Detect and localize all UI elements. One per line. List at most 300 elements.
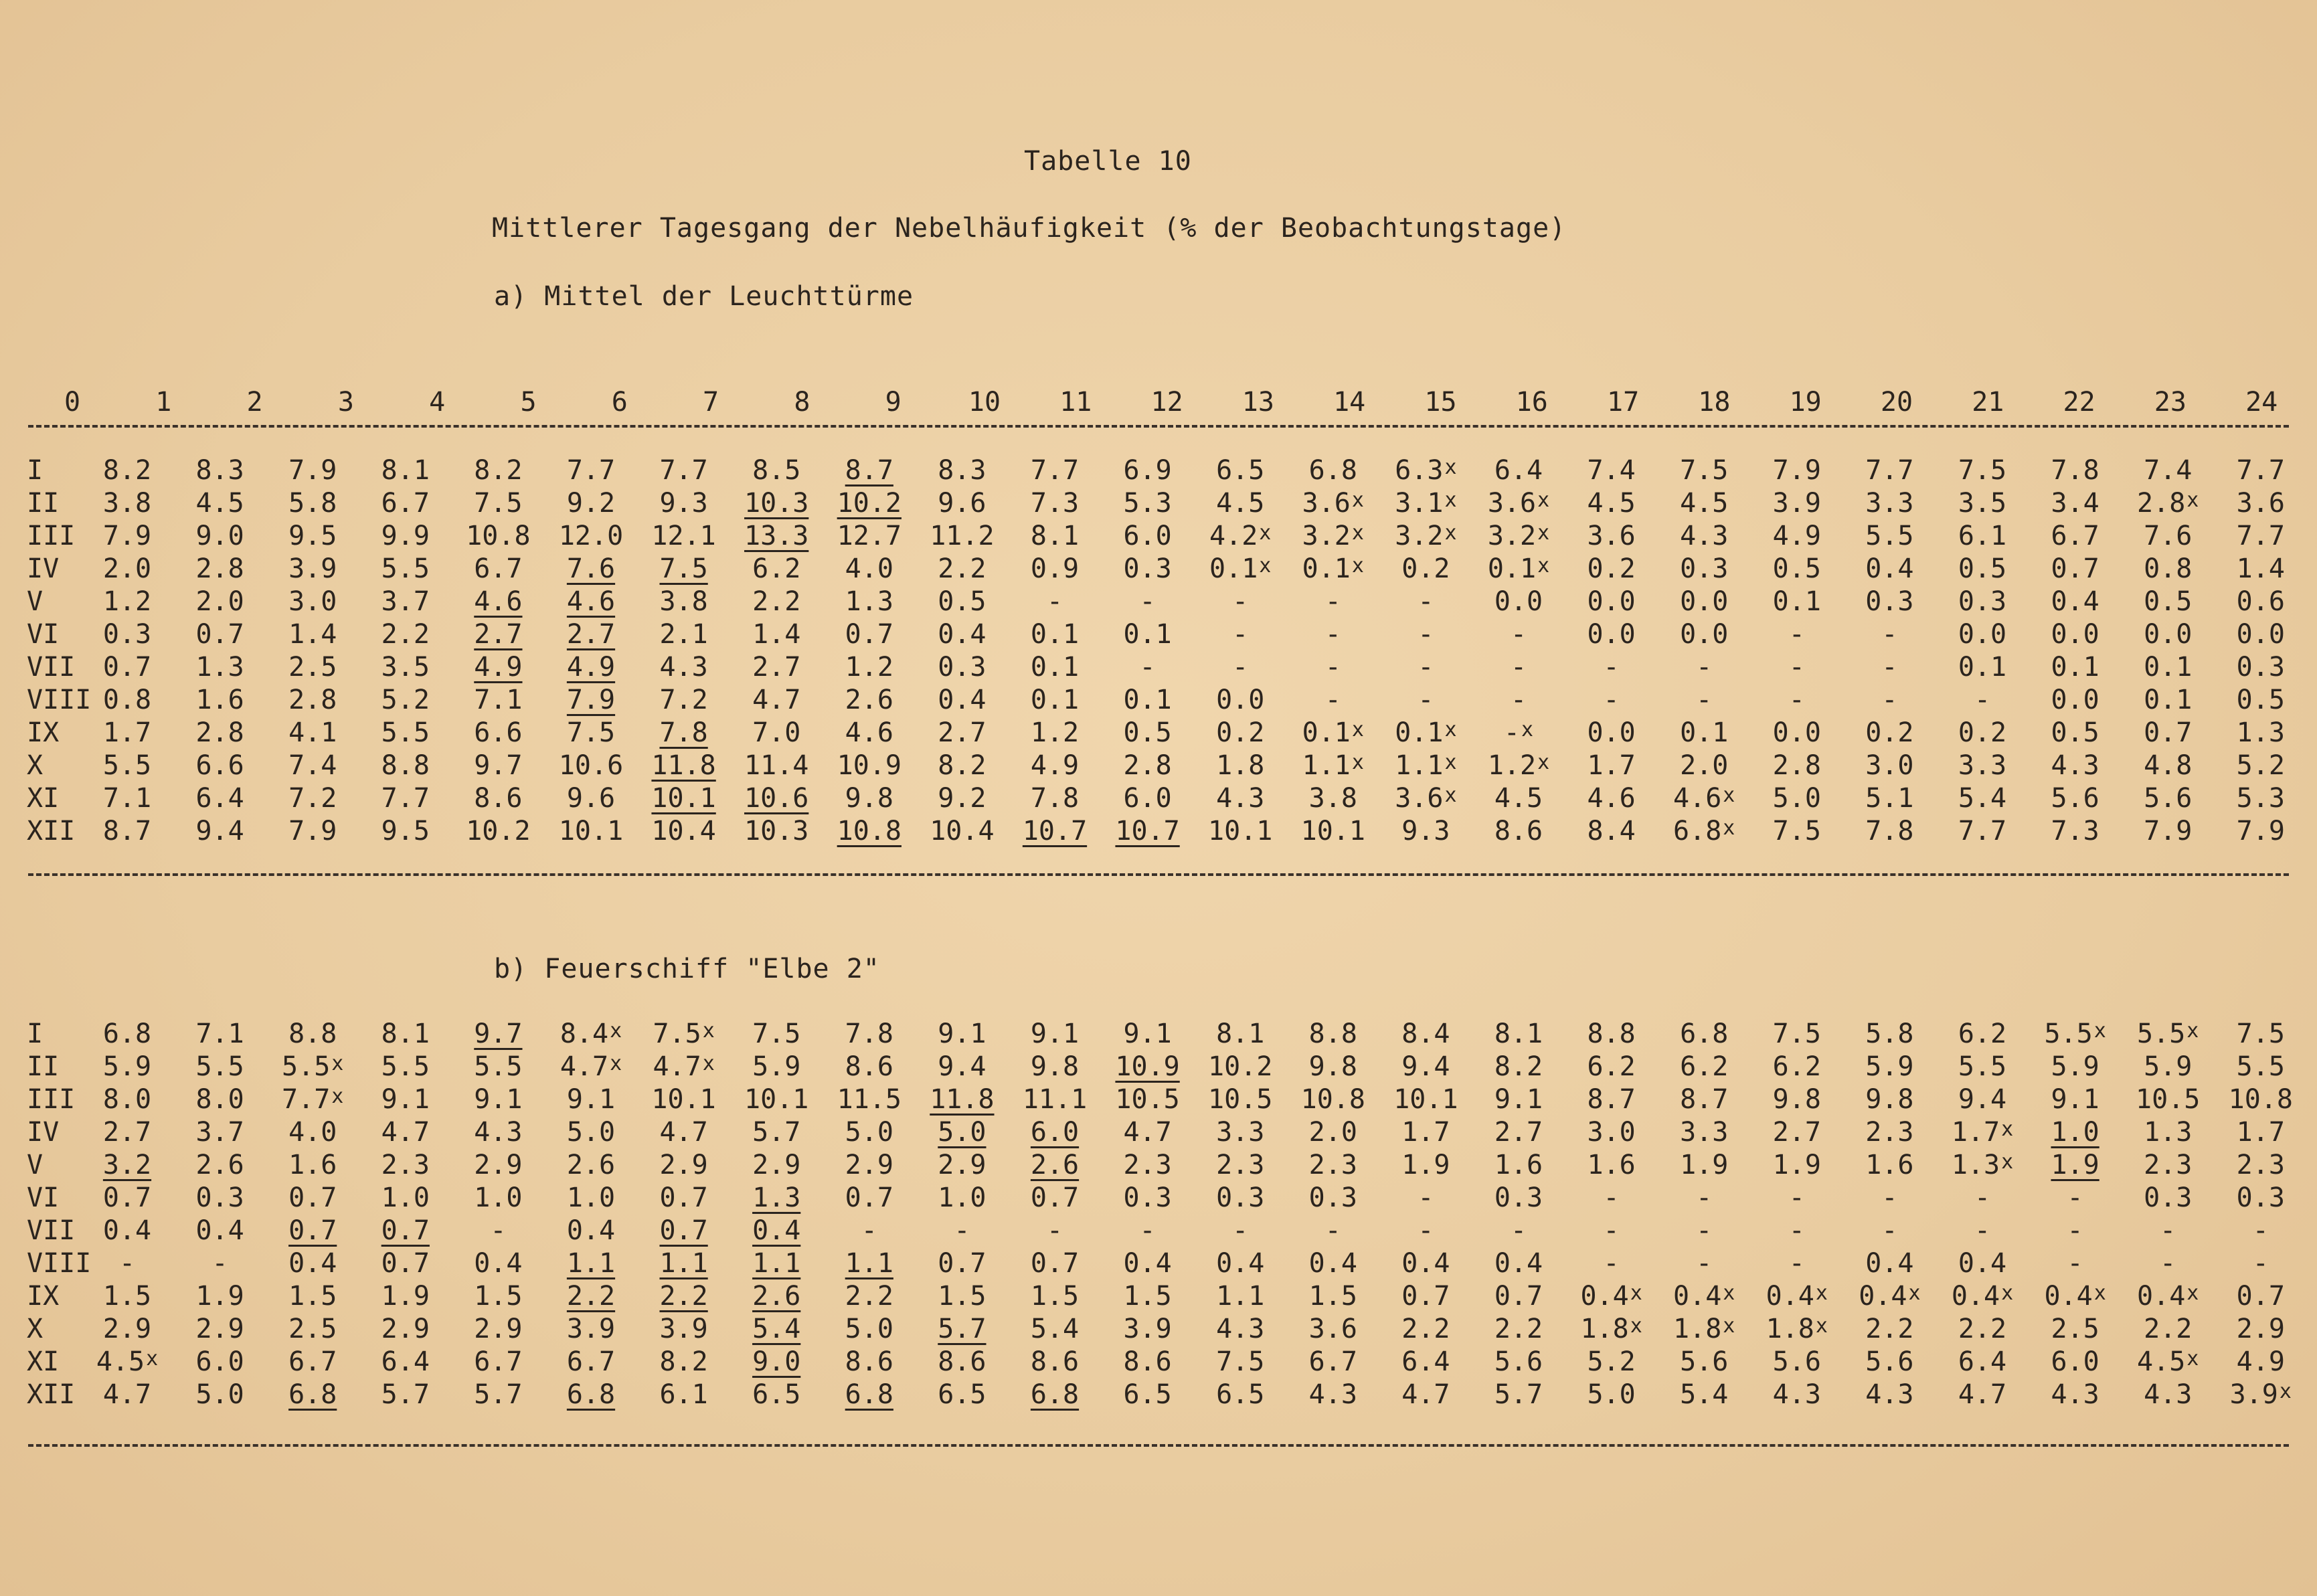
- table-cell: 5.5: [1958, 1051, 2007, 1082]
- marker-x: x: [610, 1019, 622, 1043]
- table-cell: 7.7: [659, 455, 708, 486]
- table-cell: 0.4: [938, 685, 986, 715]
- table-cell: 6.4: [381, 1346, 430, 1377]
- table-cell: 3.9: [659, 1314, 708, 1344]
- table-cell: 8.6: [1123, 1346, 1172, 1377]
- hour-label: 15: [1424, 387, 1457, 418]
- table-cell: 4.0: [288, 1117, 337, 1148]
- table-cell: 2.9: [474, 1150, 523, 1180]
- table-cell: 6.8: [1680, 1018, 1729, 1049]
- table-cell: 0.4: [102, 1215, 152, 1246]
- hour-label: 6: [611, 387, 628, 418]
- table-cell: 1.9: [1772, 1150, 1821, 1180]
- table-cell: 8.2: [102, 455, 152, 486]
- table-cell: 2.8: [195, 717, 244, 748]
- table-cell: 0.0: [1680, 619, 1729, 650]
- table-row: [0, 553, 2317, 587]
- table-cell: 1.9: [1401, 1150, 1450, 1180]
- table-cell: 2.9: [938, 1150, 986, 1180]
- table-cell: 6.5: [752, 1379, 801, 1410]
- table-cell: 0.7: [659, 1182, 708, 1213]
- table-cell: 2.6: [845, 685, 893, 715]
- marker-x: x: [1351, 521, 1364, 545]
- table-cell: 0.4: [1123, 1248, 1172, 1279]
- table-cell: 3.6$^x$: [1487, 488, 1550, 519]
- table-cell: -: [1324, 1215, 1341, 1246]
- table-cell: 9.1: [566, 1084, 616, 1115]
- table-cell: 3.0: [288, 586, 337, 617]
- table-cell: 0.7: [1401, 1281, 1450, 1312]
- table-cell: 7.7: [1030, 455, 1080, 486]
- table-cell: 5.5: [195, 1051, 244, 1082]
- table-cell: 6.7: [381, 488, 430, 519]
- table-cell: 1.7: [2236, 1117, 2285, 1148]
- table-cell: -: [1881, 619, 1898, 650]
- table-cell: 1.4: [2236, 553, 2285, 584]
- table-cell: 6.8: [566, 1379, 616, 1410]
- table-cell: 8.6: [938, 1346, 986, 1377]
- table-cell: 1.2: [845, 652, 893, 683]
- table-cell: 5.3: [2236, 783, 2285, 814]
- table-cell: 7.3: [1030, 488, 1080, 519]
- marker-x: x: [1444, 784, 1457, 807]
- table-cell: -: [1324, 685, 1341, 715]
- table-cell: 7.4: [2144, 455, 2193, 486]
- table-cell: 2.9: [381, 1314, 430, 1344]
- table-cell: 4.7$^x$: [653, 1051, 715, 1082]
- hour-label: 24: [2245, 387, 2278, 418]
- table-cell: 2.7: [1494, 1117, 1543, 1148]
- table-cell: 5.0: [845, 1314, 893, 1344]
- marker-x: x: [1351, 554, 1364, 578]
- table-cell: 0.3: [2144, 1182, 2193, 1213]
- marker-x: x: [1908, 1281, 1921, 1305]
- section-a-divider: [28, 873, 2289, 876]
- table-cell: 9.0: [752, 1346, 801, 1377]
- table-cell: 2.9: [102, 1314, 152, 1344]
- table-cell: 4.3: [1680, 521, 1729, 551]
- table-cell: 9.3: [1401, 816, 1450, 847]
- month-label: IV: [27, 1117, 60, 1148]
- hour-label: 12: [1150, 387, 1183, 418]
- table-cell: 1.5: [474, 1281, 523, 1312]
- table-cell: 7.5: [659, 553, 708, 584]
- table-cell: -: [1603, 1215, 1620, 1246]
- table-cell: 5.5$^x$: [2044, 1018, 2106, 1049]
- table-cell: 2.7: [566, 619, 616, 650]
- table-cell: 3.8: [659, 586, 708, 617]
- table-cell: 8.3: [195, 455, 244, 486]
- table-cell: 2.6: [752, 1281, 801, 1312]
- table-cell: 0.0: [1958, 619, 2007, 650]
- table-cell: 10.9: [1115, 1051, 1180, 1082]
- table-cell: 4.7: [381, 1117, 430, 1148]
- table-row: [0, 816, 2317, 849]
- table-cell: -: [1046, 1215, 1063, 1246]
- month-label: IX: [27, 1281, 60, 1312]
- table-row: [0, 1182, 2317, 1216]
- table-cell: 3.1$^x$: [1395, 488, 1457, 519]
- marker-x: x: [1444, 489, 1457, 512]
- table-cell: 5.5: [381, 1051, 430, 1082]
- table-cell: 8.2: [474, 455, 523, 486]
- table-cell: 0.1$^x$: [1487, 553, 1550, 584]
- marker-x: x: [1259, 554, 1272, 578]
- table-cell: 1.0: [938, 1182, 986, 1213]
- table-cell: 5.3: [1123, 488, 1172, 519]
- table-row: [0, 1248, 2317, 1281]
- table-cell: 1.4: [288, 619, 337, 650]
- table-cell: 4.7$^x$: [560, 1051, 622, 1082]
- table-cell: 2.2: [845, 1281, 893, 1312]
- table-cell: 2.0: [1308, 1117, 1357, 1148]
- table-cell: 9.1: [474, 1084, 523, 1115]
- table-cell: 0.7: [2051, 553, 2099, 584]
- table-cell: 4.3: [1216, 783, 1265, 814]
- marker-x: x: [2093, 1019, 2106, 1043]
- table-cell: 5.9: [752, 1051, 801, 1082]
- table-cell: 5.9: [2051, 1051, 2099, 1082]
- table-cell: 8.7: [102, 816, 152, 847]
- table-cell: 5.2: [381, 685, 430, 715]
- table-cell: 4.2$^x$: [1209, 521, 1272, 551]
- table-cell: 10.1: [744, 1084, 809, 1115]
- table-cell: -: [1510, 685, 1527, 715]
- table-cell: 9.2: [938, 783, 986, 814]
- month-label: IX: [27, 717, 60, 748]
- table-cell: 3.2$^x$: [1487, 521, 1550, 551]
- table-cell: 5.0: [1587, 1379, 1636, 1410]
- table-cell: 0.5: [1958, 553, 2007, 584]
- table-cell: 0.7: [102, 1182, 152, 1213]
- table-cell: 0.0: [1680, 586, 1729, 617]
- table-cell: 5.0: [195, 1379, 244, 1410]
- table-cell: 5.7: [474, 1379, 523, 1410]
- table-cell: 12.7: [837, 521, 902, 551]
- table-cell: 7.8: [2051, 455, 2099, 486]
- table-cell: -: [1881, 685, 1898, 715]
- table-cell: 0.7: [1030, 1248, 1080, 1279]
- table-cell: 5.2: [1587, 1346, 1636, 1377]
- table-cell: 0.4$^x$: [1673, 1281, 1735, 1312]
- month-label: VI: [27, 619, 60, 650]
- marker-x: x: [702, 1019, 715, 1043]
- table-cell: 1.1$^x$: [1395, 750, 1457, 781]
- marker-x: x: [1723, 784, 1735, 807]
- hour-label: 10: [968, 387, 1001, 418]
- table-cell: 1.3: [845, 586, 893, 617]
- table-cell: 7.8: [1030, 783, 1080, 814]
- table-cell: 9.8: [1030, 1051, 1080, 1082]
- table-cell: 1.6: [288, 1150, 337, 1180]
- table-cell: 0.3: [1308, 1182, 1357, 1213]
- table-cell: 7.6: [566, 553, 616, 584]
- table-cell: 0.7: [845, 619, 893, 650]
- table-cell: 2.9: [752, 1150, 801, 1180]
- hour-label: 13: [1241, 387, 1274, 418]
- table-cell: 1.8$^x$: [1580, 1314, 1642, 1344]
- table-row: [0, 1084, 2317, 1118]
- table-cell: -: [118, 1248, 136, 1279]
- table-cell: 4.1: [288, 717, 337, 748]
- table-cell: 3.5: [1958, 488, 2007, 519]
- table-cell: 0.8: [2144, 553, 2193, 584]
- table-cell: 4.9: [1030, 750, 1080, 781]
- table-cell: 1.9: [195, 1281, 244, 1312]
- table-cell: 1.8$^x$: [1766, 1314, 1828, 1344]
- table-cell: 0.0: [1587, 586, 1636, 617]
- table-cell: 1.1: [845, 1248, 893, 1279]
- table-cell: 5.8: [1865, 1018, 1914, 1049]
- table-cell: 11.8: [651, 750, 716, 781]
- month-label: III: [27, 521, 76, 551]
- table-row: [0, 1051, 2317, 1085]
- table-cell: 2.2: [2144, 1314, 2193, 1344]
- table-cell: 1.9: [2051, 1150, 2099, 1180]
- table-cell: 10.1: [1300, 816, 1365, 847]
- table-cell: 8.6: [474, 783, 523, 814]
- hour-label: 20: [1880, 387, 1913, 418]
- table-cell: 11.2: [930, 521, 995, 551]
- table-cell: 7.9: [566, 685, 616, 715]
- table-cell: 3.9: [1123, 1314, 1172, 1344]
- table-cell: 1.3: [2236, 717, 2285, 748]
- table-cell: 0.0: [1587, 717, 1636, 748]
- table-cell: 8.1: [1030, 521, 1080, 551]
- table-cell: 9.8: [1772, 1084, 1821, 1115]
- table-cell: 2.5: [2051, 1314, 2099, 1344]
- table-cell: 7.2: [659, 685, 708, 715]
- table-cell: 2.2: [1401, 1314, 1450, 1344]
- table-row: [0, 1379, 2317, 1413]
- table-cell: 6.2: [1958, 1018, 2007, 1049]
- table-cell: 0.3: [1958, 586, 2007, 617]
- table-cell: 7.5: [1958, 455, 2007, 486]
- section-b-label: b) Feuerschiff "Elbe 2": [494, 954, 880, 984]
- table-cell: 0.3: [938, 652, 986, 683]
- table-cell: 8.2: [659, 1346, 708, 1377]
- hour-label: 3: [337, 387, 354, 418]
- table-cell: 2.8$^x$: [2137, 488, 2199, 519]
- table-cell: 0.3: [1494, 1182, 1543, 1213]
- table-cell: 1.8$^x$: [1673, 1314, 1735, 1344]
- table-cell: 0.4: [1216, 1248, 1265, 1279]
- table-cell: 8.6: [845, 1346, 893, 1377]
- section-b-divider: [28, 1444, 2289, 1447]
- table-cell: 10.2: [466, 816, 531, 847]
- table-cell: 5.5: [2236, 1051, 2285, 1082]
- table-cell: 1.7: [1587, 750, 1636, 781]
- table-cell: 1.0: [2051, 1117, 2099, 1148]
- table-cell: 8.8: [1587, 1018, 1636, 1049]
- table-cell: 2.7: [474, 619, 523, 650]
- table-cell: 8.1: [1494, 1018, 1543, 1049]
- table-cell: 3.6: [1308, 1314, 1357, 1344]
- table-cell: 9.0: [195, 521, 244, 551]
- table-cell: 8.8: [1308, 1018, 1357, 1049]
- table-cell: 2.2: [659, 1281, 708, 1312]
- table-cell: 9.5: [288, 521, 337, 551]
- table-cell: 5.6: [1494, 1346, 1543, 1377]
- table-cell: 4.7: [1123, 1117, 1172, 1148]
- table-cell: 8.4$^x$: [560, 1018, 622, 1049]
- section-a-label: a) Mittel der Leuchttürme: [494, 281, 914, 312]
- table-cell: 6.2: [1587, 1051, 1636, 1082]
- marker-x: x: [1351, 489, 1364, 512]
- marker-x: x: [2279, 1380, 2292, 1403]
- table-cell: -: [1418, 652, 1434, 683]
- table-cell: 0.7: [2144, 717, 2193, 748]
- table-cell: 4.0: [845, 553, 893, 584]
- table-cell: 2.0: [1680, 750, 1729, 781]
- table-cell: -: [2067, 1215, 2083, 1246]
- table-cell: 5.4: [1958, 783, 2007, 814]
- month-label: II: [27, 488, 60, 519]
- month-label: VII: [27, 1215, 76, 1246]
- table-cell: 0.0: [2051, 619, 2099, 650]
- table-cell: 6.7: [566, 1346, 616, 1377]
- table-row: [0, 717, 2317, 751]
- table-cell: 0.4: [1494, 1248, 1543, 1279]
- table-cell: 4.5: [195, 488, 244, 519]
- table-cell: 0.5: [2236, 685, 2285, 715]
- table-cell: 3.2$^x$: [1302, 521, 1364, 551]
- table-cell: -: [1696, 1215, 1713, 1246]
- table-cell: 6.7: [2051, 521, 2099, 551]
- marker-x: x: [1537, 554, 1550, 578]
- table-cell: 7.5: [474, 488, 523, 519]
- table-cell: 7.2: [288, 783, 337, 814]
- table-row: [0, 1346, 2317, 1380]
- month-label: VI: [27, 1182, 60, 1213]
- table-cell: 7.4: [1587, 455, 1636, 486]
- table-cell: 0.4$^x$: [1580, 1281, 1642, 1312]
- table-cell: 7.8: [659, 717, 708, 748]
- table-cell: -: [1324, 652, 1341, 683]
- table-cell: 2.7: [1772, 1117, 1821, 1148]
- table-cell: 5.4: [1030, 1314, 1080, 1344]
- table-cell: 0.3: [1123, 1182, 1172, 1213]
- table-cell: 9.8: [1308, 1051, 1357, 1082]
- table-cell: 2.3: [2236, 1150, 2285, 1180]
- table-cell: 10.5: [2136, 1084, 2201, 1115]
- table-cell: 3.8: [1308, 783, 1357, 814]
- hour-label: 23: [2154, 387, 2186, 418]
- table-cell: 0.3: [195, 1182, 244, 1213]
- table-cell: 5.5: [381, 553, 430, 584]
- table-cell: 4.3: [2144, 1379, 2193, 1410]
- marker-x: x: [2186, 1281, 2199, 1305]
- table-cell: 7.5: [752, 1018, 801, 1049]
- hour-label: 19: [1789, 387, 1822, 418]
- table-cell: 6.8: [1308, 455, 1357, 486]
- table-cell: -: [1139, 1215, 1156, 1246]
- table-cell: 11.5: [837, 1084, 902, 1115]
- table-row: [0, 1117, 2317, 1150]
- table-cell: 9.6: [938, 488, 986, 519]
- table-cell: 13.3: [744, 521, 809, 551]
- table-cell: 1.3$^x$: [1951, 1150, 2014, 1180]
- table-cell: -: [1510, 652, 1527, 683]
- table-cell: -: [2160, 1248, 2176, 1279]
- table-cell: 5.5: [1865, 521, 1914, 551]
- table-cell: 3.4: [2051, 488, 2099, 519]
- table-cell: 11.4: [744, 750, 809, 781]
- table-cell: 4.3: [2051, 750, 2099, 781]
- table-cell: 6.4: [195, 783, 244, 814]
- table-cell: 2.2: [752, 586, 801, 617]
- marker-x: x: [1259, 521, 1272, 545]
- table-title: Tabelle 10: [1024, 146, 1192, 177]
- table-cell: 8.1: [381, 455, 430, 486]
- marker-x: x: [1537, 521, 1550, 545]
- table-cell: 0.5: [2144, 586, 2193, 617]
- table-cell: 5.4: [1680, 1379, 1729, 1410]
- table-cell: 0.1$^x$: [1395, 717, 1457, 748]
- table-cell: -: [1418, 619, 1434, 650]
- table-cell: 10.1: [558, 816, 624, 847]
- marker-x: x: [1815, 1314, 1828, 1338]
- table-cell: 2.7: [752, 652, 801, 683]
- table-cell: 10.6: [744, 783, 809, 814]
- table-cell: 0.0: [2236, 619, 2285, 650]
- table-cell: 8.0: [102, 1084, 152, 1115]
- table-cell: 7.1: [102, 783, 152, 814]
- table-cell: 4.3: [2051, 1379, 2099, 1410]
- table-cell: 6.7: [288, 1346, 337, 1377]
- table-cell: 5.6: [2144, 783, 2193, 814]
- table-cell: 5.0: [845, 1117, 893, 1148]
- table-cell: 0.2: [1865, 717, 1914, 748]
- table-cell: 4.9: [2236, 1346, 2285, 1377]
- table-cell: 2.2: [381, 619, 430, 650]
- table-cell: 4.3: [474, 1117, 523, 1148]
- hour-label: 11: [1059, 387, 1092, 418]
- marker-x: x: [146, 1347, 159, 1370]
- table-cell: 4.5: [1680, 488, 1729, 519]
- table-cell: 6.2: [1772, 1051, 1821, 1082]
- table-cell: 7.5: [2236, 1018, 2285, 1049]
- table-cell: 9.8: [1865, 1084, 1914, 1115]
- table-cell: 8.1: [1216, 1018, 1265, 1049]
- table-cell: 7.8: [1865, 816, 1914, 847]
- table-cell: 6.8: [102, 1018, 152, 1049]
- table-cell: 2.6: [195, 1150, 244, 1180]
- month-label: IV: [27, 553, 60, 584]
- table-cell: 2.0: [195, 586, 244, 617]
- table-cell: -: [1603, 1182, 1620, 1213]
- marker-x: x: [1351, 751, 1364, 774]
- hour-label: 17: [1607, 387, 1640, 418]
- table-cell: 0.1: [1680, 717, 1729, 748]
- table-cell: 6.5: [1216, 1379, 1265, 1410]
- marker-x: x: [1444, 456, 1457, 479]
- table-cell: 1.1: [659, 1248, 708, 1279]
- marker-x: x: [331, 1052, 344, 1075]
- table-cell: 12.0: [558, 521, 624, 551]
- table-cell: 1.0: [566, 1182, 616, 1213]
- table-cell: 1.6: [1494, 1150, 1543, 1180]
- table-cell: -: [1139, 586, 1156, 617]
- table-row: [0, 488, 2317, 521]
- table-cell: 2.3: [1216, 1150, 1265, 1180]
- table-cell: -: [1232, 586, 1249, 617]
- table-cell: 8.8: [288, 1018, 337, 1049]
- table-cell: -: [2252, 1248, 2269, 1279]
- table-cell: 5.0: [566, 1117, 616, 1148]
- table-cell: 9.1: [381, 1084, 430, 1115]
- table-row: [0, 1281, 2317, 1314]
